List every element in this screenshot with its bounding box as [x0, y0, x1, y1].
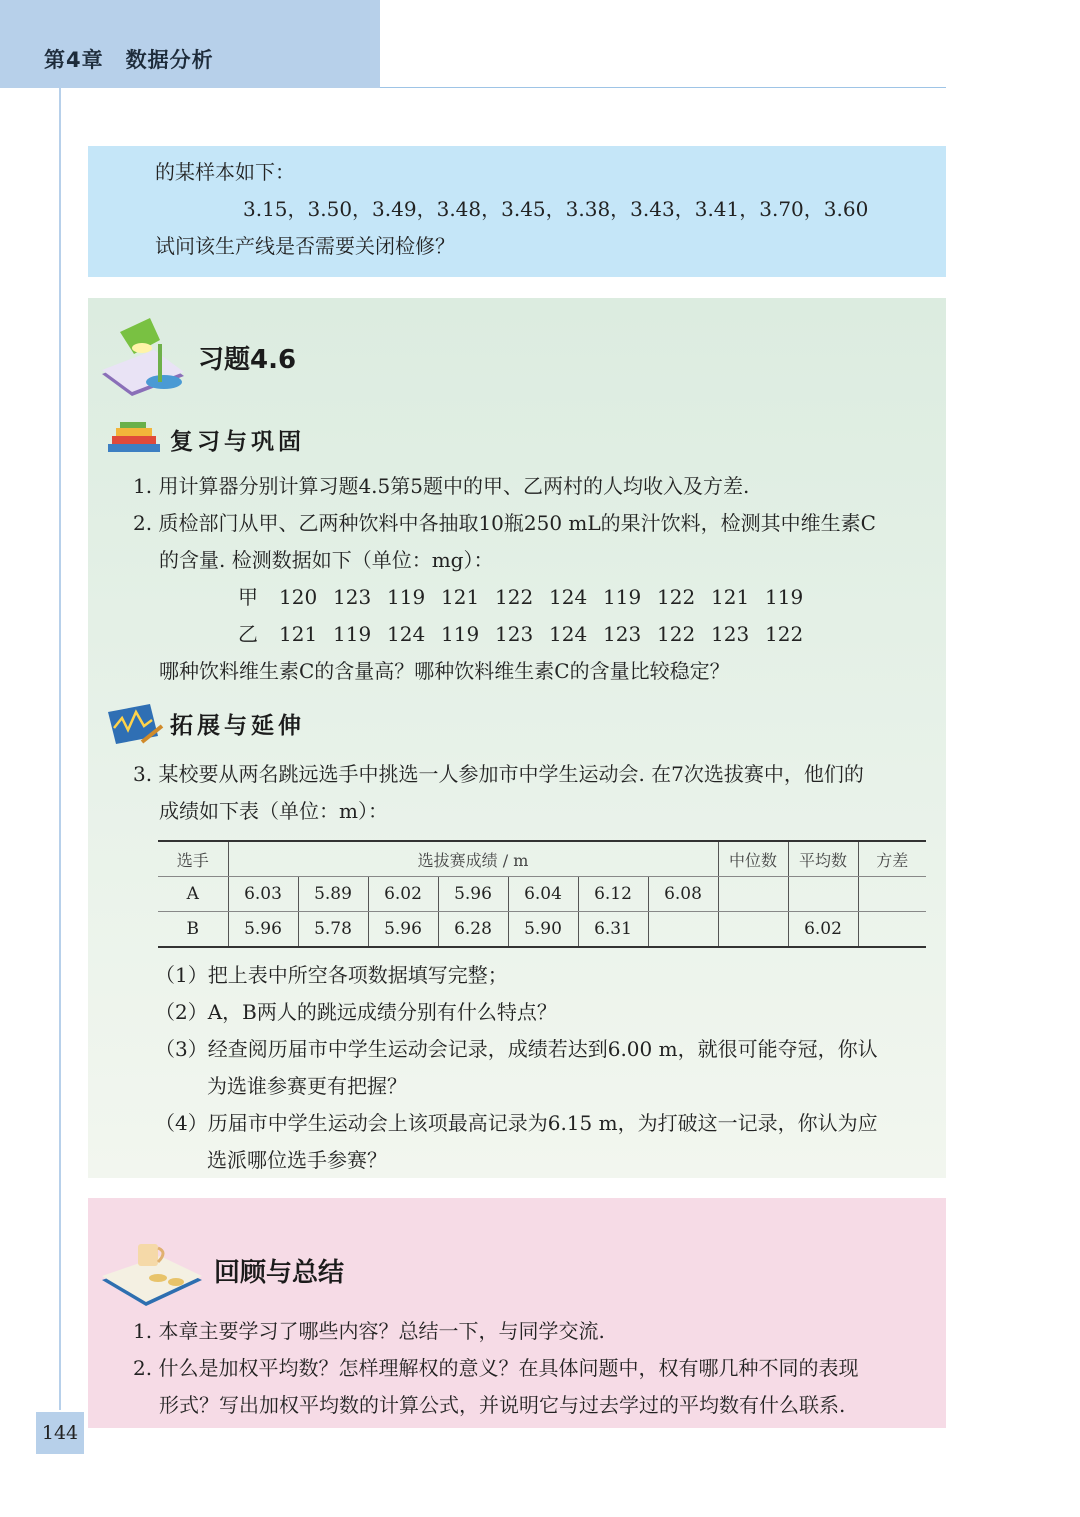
jia-label: 甲: [238, 585, 258, 609]
book-coffee-icon: [100, 1236, 204, 1308]
header-scores: 选拔赛成绩 / m: [228, 841, 718, 877]
score-cell: 5.90: [508, 912, 578, 948]
variance-cell: [858, 912, 926, 948]
sub-question-2: （2）A，B两人的跳远成绩分别有什么特点？: [155, 1000, 557, 1024]
jia-value: 122: [657, 585, 696, 609]
sub-question-4-line-2: 选派哪位选手参赛？: [207, 1148, 387, 1172]
score-cell: 6.04: [508, 877, 578, 912]
score-cell: 6.31: [578, 912, 648, 948]
review-q2-line-1: 2. 什么是加权平均数？怎样理解权的意义？在具体问题中，权有哪几种不同的表现: [133, 1356, 859, 1380]
median-cell: [718, 877, 788, 912]
yi-value: 122: [657, 622, 696, 646]
review-title: 回顾与总结: [214, 1258, 345, 1288]
sub-question-3-line-1: （3）经查阅历届市中学生运动会记录，成绩若达到6.00 m，就很可能夺冠，你认: [155, 1037, 878, 1061]
review-q1: 1. 本章主要学习了哪些内容？总结一下，与同学交流.: [133, 1319, 605, 1343]
score-cell: 5.96: [228, 912, 298, 948]
yi-value: 119: [441, 622, 480, 646]
mean-cell: [788, 877, 858, 912]
exercise-q2-line-2: 的含量. 检测数据如下（单位：mg）：: [159, 548, 494, 572]
yi-value: 124: [549, 622, 588, 646]
sub-question-3-line-2: 为选谁参赛更有把握？: [207, 1074, 407, 1098]
table-header-row: [158, 841, 926, 877]
yi-value: 121: [279, 622, 318, 646]
score-cell: 5.96: [438, 877, 508, 912]
table-row: [158, 877, 926, 912]
continuation-line-1: 的某样本如下：: [155, 160, 295, 184]
yi-value: 119: [333, 622, 372, 646]
median-cell: [718, 912, 788, 948]
header-variance: 方差: [858, 841, 926, 877]
variance-cell: [858, 877, 926, 912]
header-rule: [380, 87, 946, 88]
yi-label: 乙: [238, 622, 258, 646]
continuation-values: 3.15，3.50，3.49，3.48，3.45，3.38，3.43，3.41，3.70，3.60: [243, 197, 869, 221]
margin-rule: [59, 88, 61, 1410]
review-consolidate-title: 复习与巩固: [170, 428, 305, 455]
jia-value: 119: [765, 585, 804, 609]
exercise-q1: 1. 用计算器分别计算习题4.5第5题中的甲、乙两村的人均收入及方差.: [133, 474, 750, 498]
table-row: [158, 912, 926, 948]
exercise-q2-question: 哪种饮料维生素C的含量高？哪种饮料维生素C的含量比较稳定？: [159, 659, 730, 683]
scores-table: [158, 840, 926, 948]
yi-value: 123: [603, 622, 642, 646]
extend-title: 拓展与延伸: [170, 712, 305, 739]
header-mean: 平均数: [788, 841, 858, 877]
header-median: 中位数: [718, 841, 788, 877]
yi-value: 123: [711, 622, 750, 646]
jia-value: 119: [387, 585, 426, 609]
exercise-title: 习题4.6: [198, 345, 297, 375]
page-number: 144: [36, 1412, 84, 1454]
jia-value: 121: [711, 585, 750, 609]
sub-question-4-line-1: （4）历届市中学生运动会上该项最高记录为6.15 m，为打破这一记录，你认为应: [155, 1111, 878, 1135]
yi-value: 123: [495, 622, 534, 646]
jia-value: 122: [495, 585, 534, 609]
exercise-q2-line-1: 2. 质检部门从甲、乙两种饮料中各抽取10瓶250 mL的果汁饮料，检测其中维生素C: [133, 511, 876, 535]
jia-value: 123: [333, 585, 372, 609]
chart-pen-icon: [106, 700, 164, 746]
score-cell: 5.78: [298, 912, 368, 948]
score-cell: 5.89: [298, 877, 368, 912]
lamp-book-icon: [98, 314, 190, 396]
books-icon: [104, 420, 164, 456]
sub-question-1: （1）把上表中所空各项数据填写完整；: [155, 963, 508, 987]
jia-value: 120: [279, 585, 318, 609]
exercise-q3-line-1: 3. 某校要从两名跳远选手中挑选一人参加市中学生运动会. 在7次选拔赛中，他们的: [133, 762, 864, 786]
continuation-line-3: 试问该生产线是否需要关闭检修？: [155, 234, 455, 258]
player-cell: B: [158, 912, 228, 948]
score-cell: 5.96: [368, 912, 438, 948]
jia-value: 124: [549, 585, 588, 609]
chapter-title: 第4章 数据分析: [44, 48, 214, 72]
exercise-q3-line-2: 成绩如下表（单位：m）：: [159, 799, 388, 823]
review-q2-line-2: 形式？写出加权平均数的计算公式，并说明它与过去学过的平均数有什么联系.: [159, 1393, 846, 1417]
jia-value: 119: [603, 585, 642, 609]
score-cell: [648, 912, 718, 948]
yi-value: 124: [387, 622, 426, 646]
score-cell: 6.12: [578, 877, 648, 912]
score-cell: 6.28: [438, 912, 508, 948]
yi-value: 122: [765, 622, 804, 646]
jia-value: 121: [441, 585, 480, 609]
player-cell: A: [158, 877, 228, 912]
score-cell: 6.02: [368, 877, 438, 912]
score-cell: 6.03: [228, 877, 298, 912]
score-cell: 6.08: [648, 877, 718, 912]
header-player: 选手: [158, 841, 228, 877]
mean-cell: 6.02: [788, 912, 858, 948]
